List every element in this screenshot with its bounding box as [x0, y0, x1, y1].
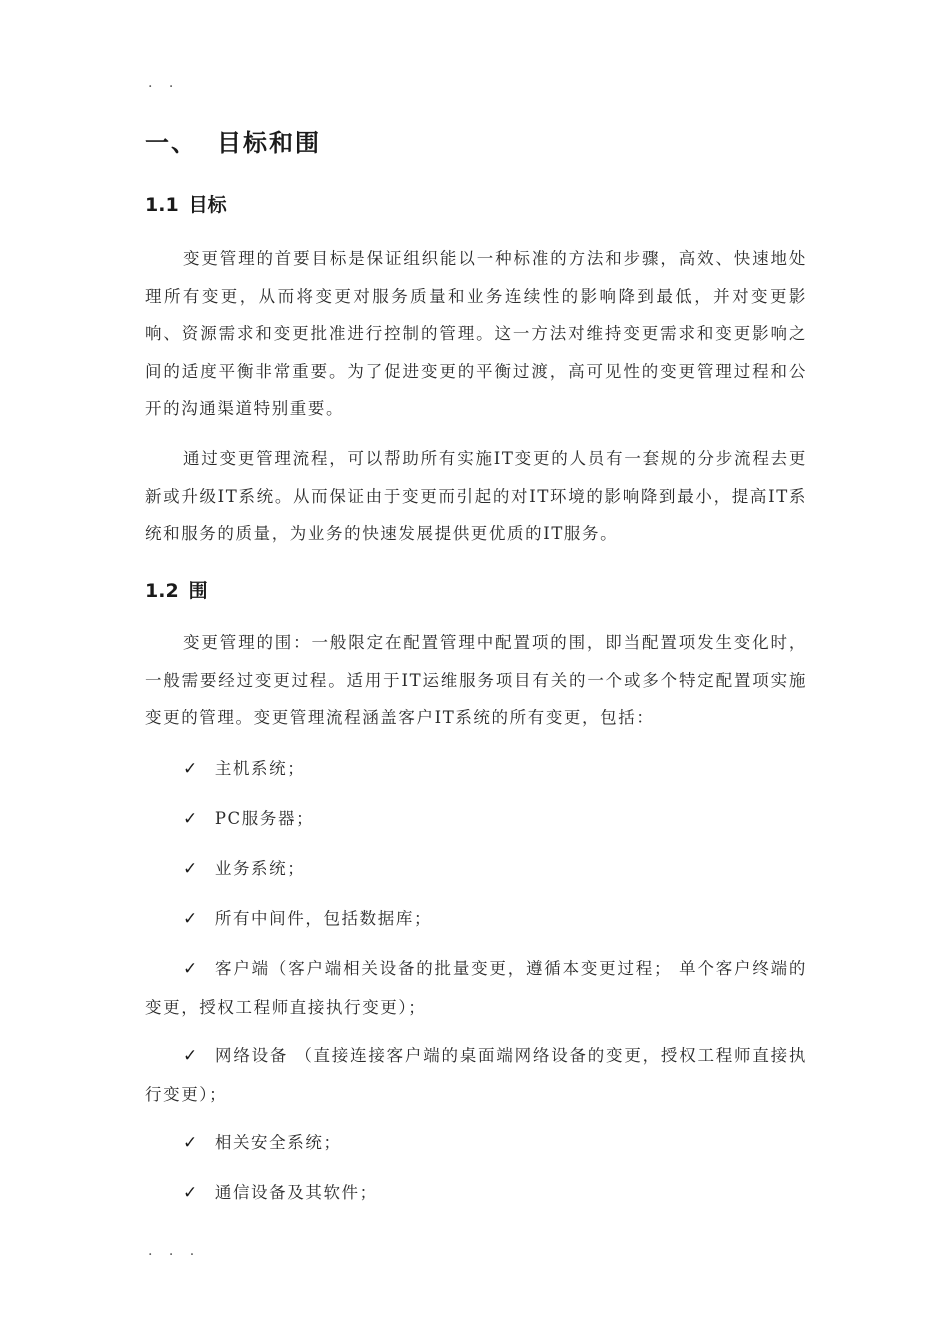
list-item-text: 相关安全系统； [214, 1133, 342, 1152]
list-item-text: 主机系统； [214, 759, 306, 778]
section-goal-heading [145, 190, 227, 217]
list-item-text: 所有中间件，包括数据库； [214, 909, 433, 928]
section-scope-number: 1.2 [145, 580, 179, 602]
scope-paragraph: 变更管理的围：一般限定在配置管理中配置项的围，即当配置项发生变化时，一般需要经过变更过程。适用于IT运维服务项目有关的一个或多个特定配置项实施变更的管理。变更管理流程涵盖客户IT系统的所有变更，包括： [145, 633, 807, 727]
list-item-text: 业务系统； [214, 859, 306, 878]
list-item [145, 1174, 807, 1213]
list-item [145, 1124, 807, 1163]
check-icon: ✓ [183, 909, 199, 929]
list-item-text: PC服务器； [214, 809, 315, 828]
heading-1-number: 一、 [145, 129, 197, 157]
section-scope-title: 围 [188, 580, 208, 602]
check-icon: ✓ [183, 1133, 199, 1153]
section-scope-heading [145, 576, 208, 603]
heading-1-text: 目标和围 [217, 129, 321, 157]
section-goal-title: 目标 [188, 194, 227, 216]
list-item [145, 950, 807, 1026]
goal-paragraph-1: 变更管理的首要目标是保证组织能以一种标准的方法和步骤，高效、快速地处理所有变更，从而将变更对服务质量和业务连续性的影响降到最低，并对变更影响、资源需求和变更批准进行控制的管理。这一方法对维持变更需求和变更影响之间的适度平衡非常重要。为了促进变更的平衡过渡，高可见性的变更管理过程和公开的沟通渠道特别重要。 [145, 249, 807, 418]
check-icon: ✓ [183, 959, 199, 979]
section-goal-number: 1.1 [145, 194, 179, 216]
list-item [145, 750, 807, 789]
check-icon: ✓ [183, 859, 199, 879]
check-icon: ✓ [183, 1046, 199, 1066]
list-item [145, 850, 807, 889]
footer-marks: . . . [148, 1243, 201, 1259]
check-icon: ✓ [183, 759, 199, 779]
list-item-text: 网络设备 （直接连接客户端的桌面端网络设备的变更，授权工程师直接执行变更）； [145, 1046, 807, 1104]
check-icon: ✓ [183, 809, 199, 829]
goal-paragraph-2: 通过变更管理流程，可以帮助所有实施IT变更的人员有一套规的分步流程去更新或升级IT系统。从而保证由于变更而引起的对IT环境的影响降到最小，提高IT系统和服务的质量，为业务的快速发展提供更优质的IT服务。 [145, 449, 807, 543]
header-marks: . . [148, 75, 180, 91]
list-item [145, 1037, 807, 1113]
check-icon: ✓ [183, 1183, 199, 1203]
list-item-text: 客户端（客户端相关设备的批量变更，遵循本变更过程； 单个客户终端的变更，授权工程师直接执行变更）； [145, 959, 807, 1017]
heading-1 [145, 123, 321, 158]
list-item-text: 通信设备及其软件； [214, 1183, 378, 1202]
list-item [145, 800, 807, 839]
list-item [145, 900, 807, 939]
